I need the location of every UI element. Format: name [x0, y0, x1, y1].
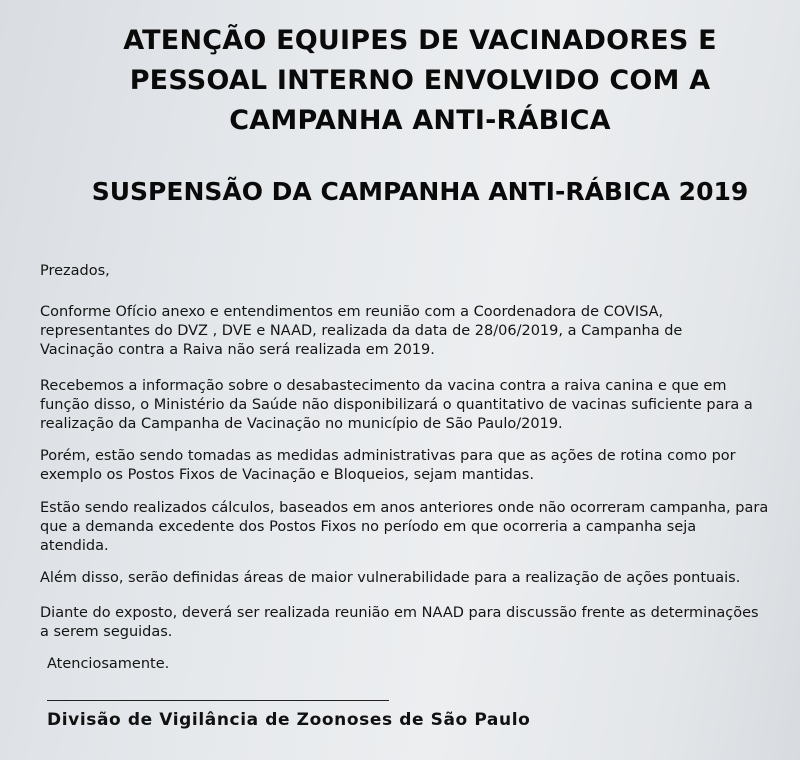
paragraph-line: Vacinação contra a Raiva não será realizada em 2019. [40, 342, 435, 358]
signature-line [47, 700, 389, 701]
paragraph-6 [40, 604, 780, 642]
headline-line-2: PESSOAL INTERNO ENVOLVIDO COM A [129, 65, 711, 96]
paragraph-line: a serem seguidas. [40, 624, 173, 640]
paragraph-line: Diante do exposto, deverá ser realizada reunião em NAAD para discussão frente as determinações [40, 605, 759, 621]
paragraph-line: representantes do DVZ , DVE e NAAD, realizada da data de 28/06/2019, a Campanha de [40, 323, 683, 339]
paragraph-line: Recebemos a informação sobre o desabastecimento da vacina contra a raiva canina e que em [40, 378, 727, 394]
paragraph-line: exemplo os Postos Fixos de Vacinação e Bloqueios, sejam mantidas. [40, 467, 534, 483]
paragraph-4 [40, 499, 780, 556]
subtitle: SUSPENSÃO DA CAMPANHA ANTI-RÁBICA 2019 [91, 177, 749, 206]
greeting: Prezados, [40, 263, 110, 279]
paragraph-line: Além disso, serão definidas áreas de maior vulnerabilidade para a realização de ações pontuais. [40, 570, 741, 586]
paragraph-2 [40, 377, 780, 434]
paragraph-line: que a demanda excedente dos Postos Fixos no período em que ocorreria a campanha seja [40, 519, 697, 535]
paragraph-line: realização da Campanha de Vacinação no município de São Paulo/2019. [40, 416, 563, 432]
paragraph-line: atendida. [40, 538, 109, 554]
signature: Divisão de Vigilância de Zoonoses de São Paulo [47, 710, 531, 730]
closing: Atenciosamente. [47, 656, 170, 672]
headline-line-3: CAMPANHA ANTI-RÁBICA [229, 105, 611, 136]
paragraph-3 [40, 447, 780, 485]
paragraph-line: função disso, o Ministério da Saúde não disponibilizará o quantitativo de vacinas suficiente para a [40, 397, 753, 413]
paragraph-1 [40, 303, 780, 360]
paragraph-5 [40, 569, 780, 588]
paragraph-line: Estão sendo realizados cálculos, baseados em anos anteriores onde não ocorreram campanha, para [40, 500, 769, 516]
headline-line-1: ATENÇÃO EQUIPES DE VACINADORES E [123, 25, 717, 56]
paragraph-line: Porém, estão sendo tomadas as medidas administrativas para que as ações de rotina como por [40, 448, 736, 464]
paragraph-line: Conforme Ofício anexo e entendimentos em reunião com a Coordenadora de COVISA, [40, 304, 664, 320]
